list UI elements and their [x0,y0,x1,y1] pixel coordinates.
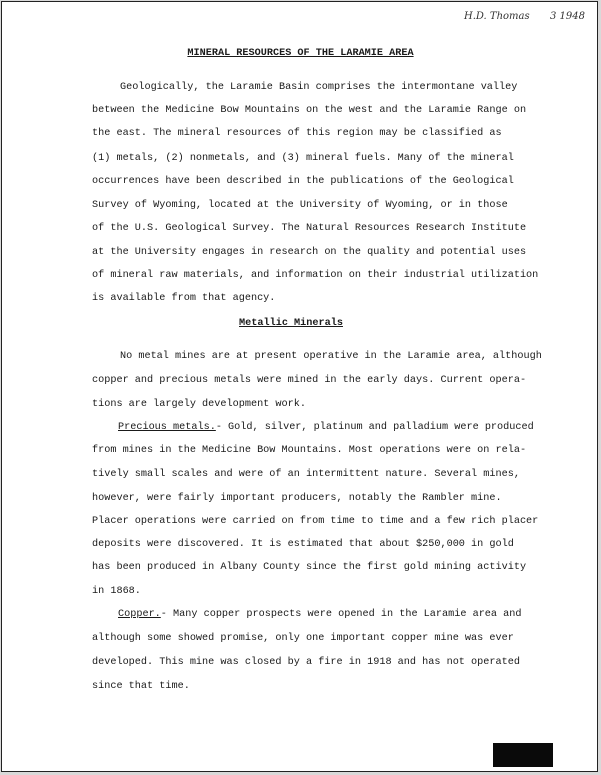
copper-line: developed. This mine was closed by a fire in 1918 and has not operated [92,657,520,668]
precious-first-line [118,422,534,433]
precious-line: in 1868. [92,586,141,597]
metallic-line: copper and precious metals were mined in the early days. Current opera- [92,375,527,386]
copper-first-line [118,609,522,620]
copper-line: although some showed promise, only one important copper mine was ever [92,633,514,644]
precious-first-line-text: - Gold, silver, platinum and palladium were produced [215,422,534,433]
precious-line: from mines in the Medicine Bow Mountains. Most operations were on rela- [92,445,527,456]
section-heading: Metallic Minerals [239,318,343,329]
document-title: MINERAL RESOURCES OF THE LARAMIE AREA [187,48,414,59]
intro-line: Survey of Wyoming, located at the University of Wyoming, or in those [92,200,508,211]
precious-line: however, were fairly important producers, notably the Rambler mine. [92,493,502,504]
precious-line: has been produced in Albany County since the first gold mining activity [92,562,527,573]
intro-line: is available from that agency. [92,293,276,304]
handwritten-date: 3 1948 [550,11,585,22]
precious-line: deposits were discovered. It is estimated that about $250,000 in gold [92,539,514,550]
redaction-bar [493,743,553,767]
intro-line: (1) metals, (2) nonmetals, and (3) mineral fuels. Many of the mineral [92,153,514,164]
copper-line: since that time. [92,681,190,692]
intro-line: Geologically, the Laramie Basin comprises the intermontane valley [120,82,518,93]
intro-line: of mineral raw materials, and information on their industrial utilization [92,270,539,281]
intro-line: the east. The mineral resources of this region may be classified as [92,128,502,139]
metallic-line: tions are largely development work. [92,399,306,410]
copper-first-line-text: - Many copper prospects were opened in the Laramie area and [160,609,522,620]
precious-metals-heading: Precious metals. [118,422,216,433]
precious-line: Placer operations were carried on from time to time and a few rich placer [92,516,539,527]
intro-line: at the University engages in research on the quality and potential uses [92,247,527,258]
copper-heading: Copper. [118,609,161,620]
precious-line: tively small scales and were of an intermittent nature. Several mines, [92,469,520,480]
handwritten-author: H.D. Thomas [464,11,530,22]
intro-line: between the Medicine Bow Mountains on the west and the Laramie Range on [92,105,527,116]
intro-line: of the U.S. Geological Survey. The Natural Resources Research Institute [92,223,527,234]
intro-line: occurrences have been described in the publications of the Geological [92,176,514,187]
document-page [1,1,598,772]
metallic-line: No metal mines are at present operative in the Laramie area, although [120,351,542,362]
